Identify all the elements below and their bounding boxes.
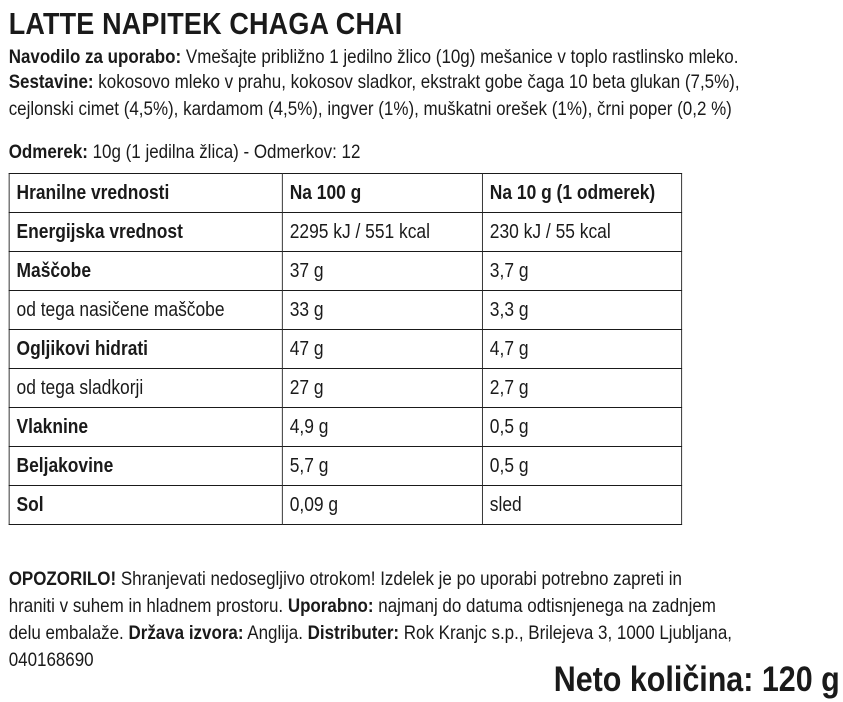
table-row [9, 330, 682, 369]
nutrient-name: Sol [9, 486, 282, 525]
value-per-serving: 3,7 g [482, 252, 681, 291]
distributor-label: Distributer: [307, 622, 400, 644]
distributor-phone: 040168690 [8, 649, 94, 671]
net-quantity: Neto količina: 120 g [554, 660, 840, 699]
serving-label: Odmerek: [8, 141, 88, 163]
ingredients-text-2: cejlonski cimet (4,5%), kardamom (4,5%), ingver (1%), muškatni orešek (1%), črni poper (0,2 %) [8, 98, 732, 120]
table-row [9, 369, 682, 408]
ingredients-line-1 [9, 70, 740, 94]
value-per-serving: 0,5 g [482, 447, 681, 486]
nutrient-name: Maščobe [9, 252, 282, 291]
instructions-line [9, 45, 739, 69]
header-per-serving: Na 10 g (1 odmerek) [482, 174, 681, 213]
table-row [9, 213, 682, 252]
nutrient-name: Vlaknine [9, 408, 282, 447]
value-per-100g: 27 g [282, 369, 482, 408]
serving-text: 10g (1 jedilna žlica) - Odmerkov: 12 [87, 141, 361, 163]
instructions-text: Vmešajte približno 1 jedilno žlico (10g) mešanice v toplo rastlinsko mleko. [181, 46, 739, 68]
warning-line-4 [9, 648, 94, 672]
product-title: LATTE NAPITEK CHAGA CHAI [8, 6, 403, 41]
nutrient-name: Beljakovine [9, 447, 282, 486]
value-per-serving: 0,5 g [482, 408, 681, 447]
value-per-serving: 230 kJ / 55 kcal [482, 213, 681, 252]
ingredients-line-2 [9, 97, 732, 121]
value-per-serving: 4,7 g [482, 330, 681, 369]
header-per-100g: Na 100 g [282, 174, 482, 213]
nutrient-name: Energijska vrednost [9, 213, 282, 252]
table-row [9, 252, 682, 291]
distributor-text: Rok Kranjc s.p., Brilejeva 3, 1000 Ljubljana, [399, 622, 732, 644]
ingredients-text-1: kokosovo mleko v prahu, kokosov sladkor, ekstrakt gobe čaga 10 beta glukan (7,5%), [93, 71, 740, 93]
usable-label: Uporabno: [287, 595, 374, 617]
value-per-100g: 33 g [282, 291, 482, 330]
nutrient-name: od tega sladkorji [9, 369, 282, 408]
warning-line-3 [9, 621, 732, 645]
nutrition-table [9, 173, 682, 525]
value-per-100g: 2295 kJ / 551 kcal [282, 213, 482, 252]
warning-text-3: delu embalaže. [8, 622, 129, 644]
warning-line-2 [9, 594, 716, 618]
value-per-100g: 0,09 g [282, 486, 482, 525]
header-nutrient: Hranilne vrednosti [9, 174, 282, 213]
warning-label: OPOZORILO! [8, 568, 117, 590]
warning-text-1: Shranjevati nedosegljivo otrokom! Izdelek je po uporabi potrebno zapreti in [116, 568, 682, 590]
origin-label: Država izvora: [128, 622, 244, 644]
value-per-100g: 4,9 g [282, 408, 482, 447]
table-row [9, 447, 682, 486]
table-row [9, 486, 682, 525]
value-per-serving: sled [482, 486, 681, 525]
nutrient-name: Ogljikovi hidrati [9, 330, 282, 369]
warning-line-1 [9, 567, 682, 591]
value-per-serving: 2,7 g [482, 369, 681, 408]
origin-text: Anglija. [243, 622, 308, 644]
warning-text-2: hraniti v suhem in hladnem prostoru. [8, 595, 288, 617]
table-row [9, 408, 682, 447]
serving-line [9, 140, 361, 164]
value-per-100g: 47 g [282, 330, 482, 369]
table-row [9, 291, 682, 330]
usable-text: najmanj do datuma odtisnjenega na zadnjem [373, 595, 716, 617]
value-per-serving: 3,3 g [482, 291, 681, 330]
nutrient-name: od tega nasičene maščobe [9, 291, 282, 330]
table-header-row [9, 174, 682, 213]
value-per-100g: 37 g [282, 252, 482, 291]
instructions-label: Navodilo za uporabo: [8, 46, 182, 68]
ingredients-label: Sestavine: [8, 71, 94, 93]
value-per-100g: 5,7 g [282, 447, 482, 486]
